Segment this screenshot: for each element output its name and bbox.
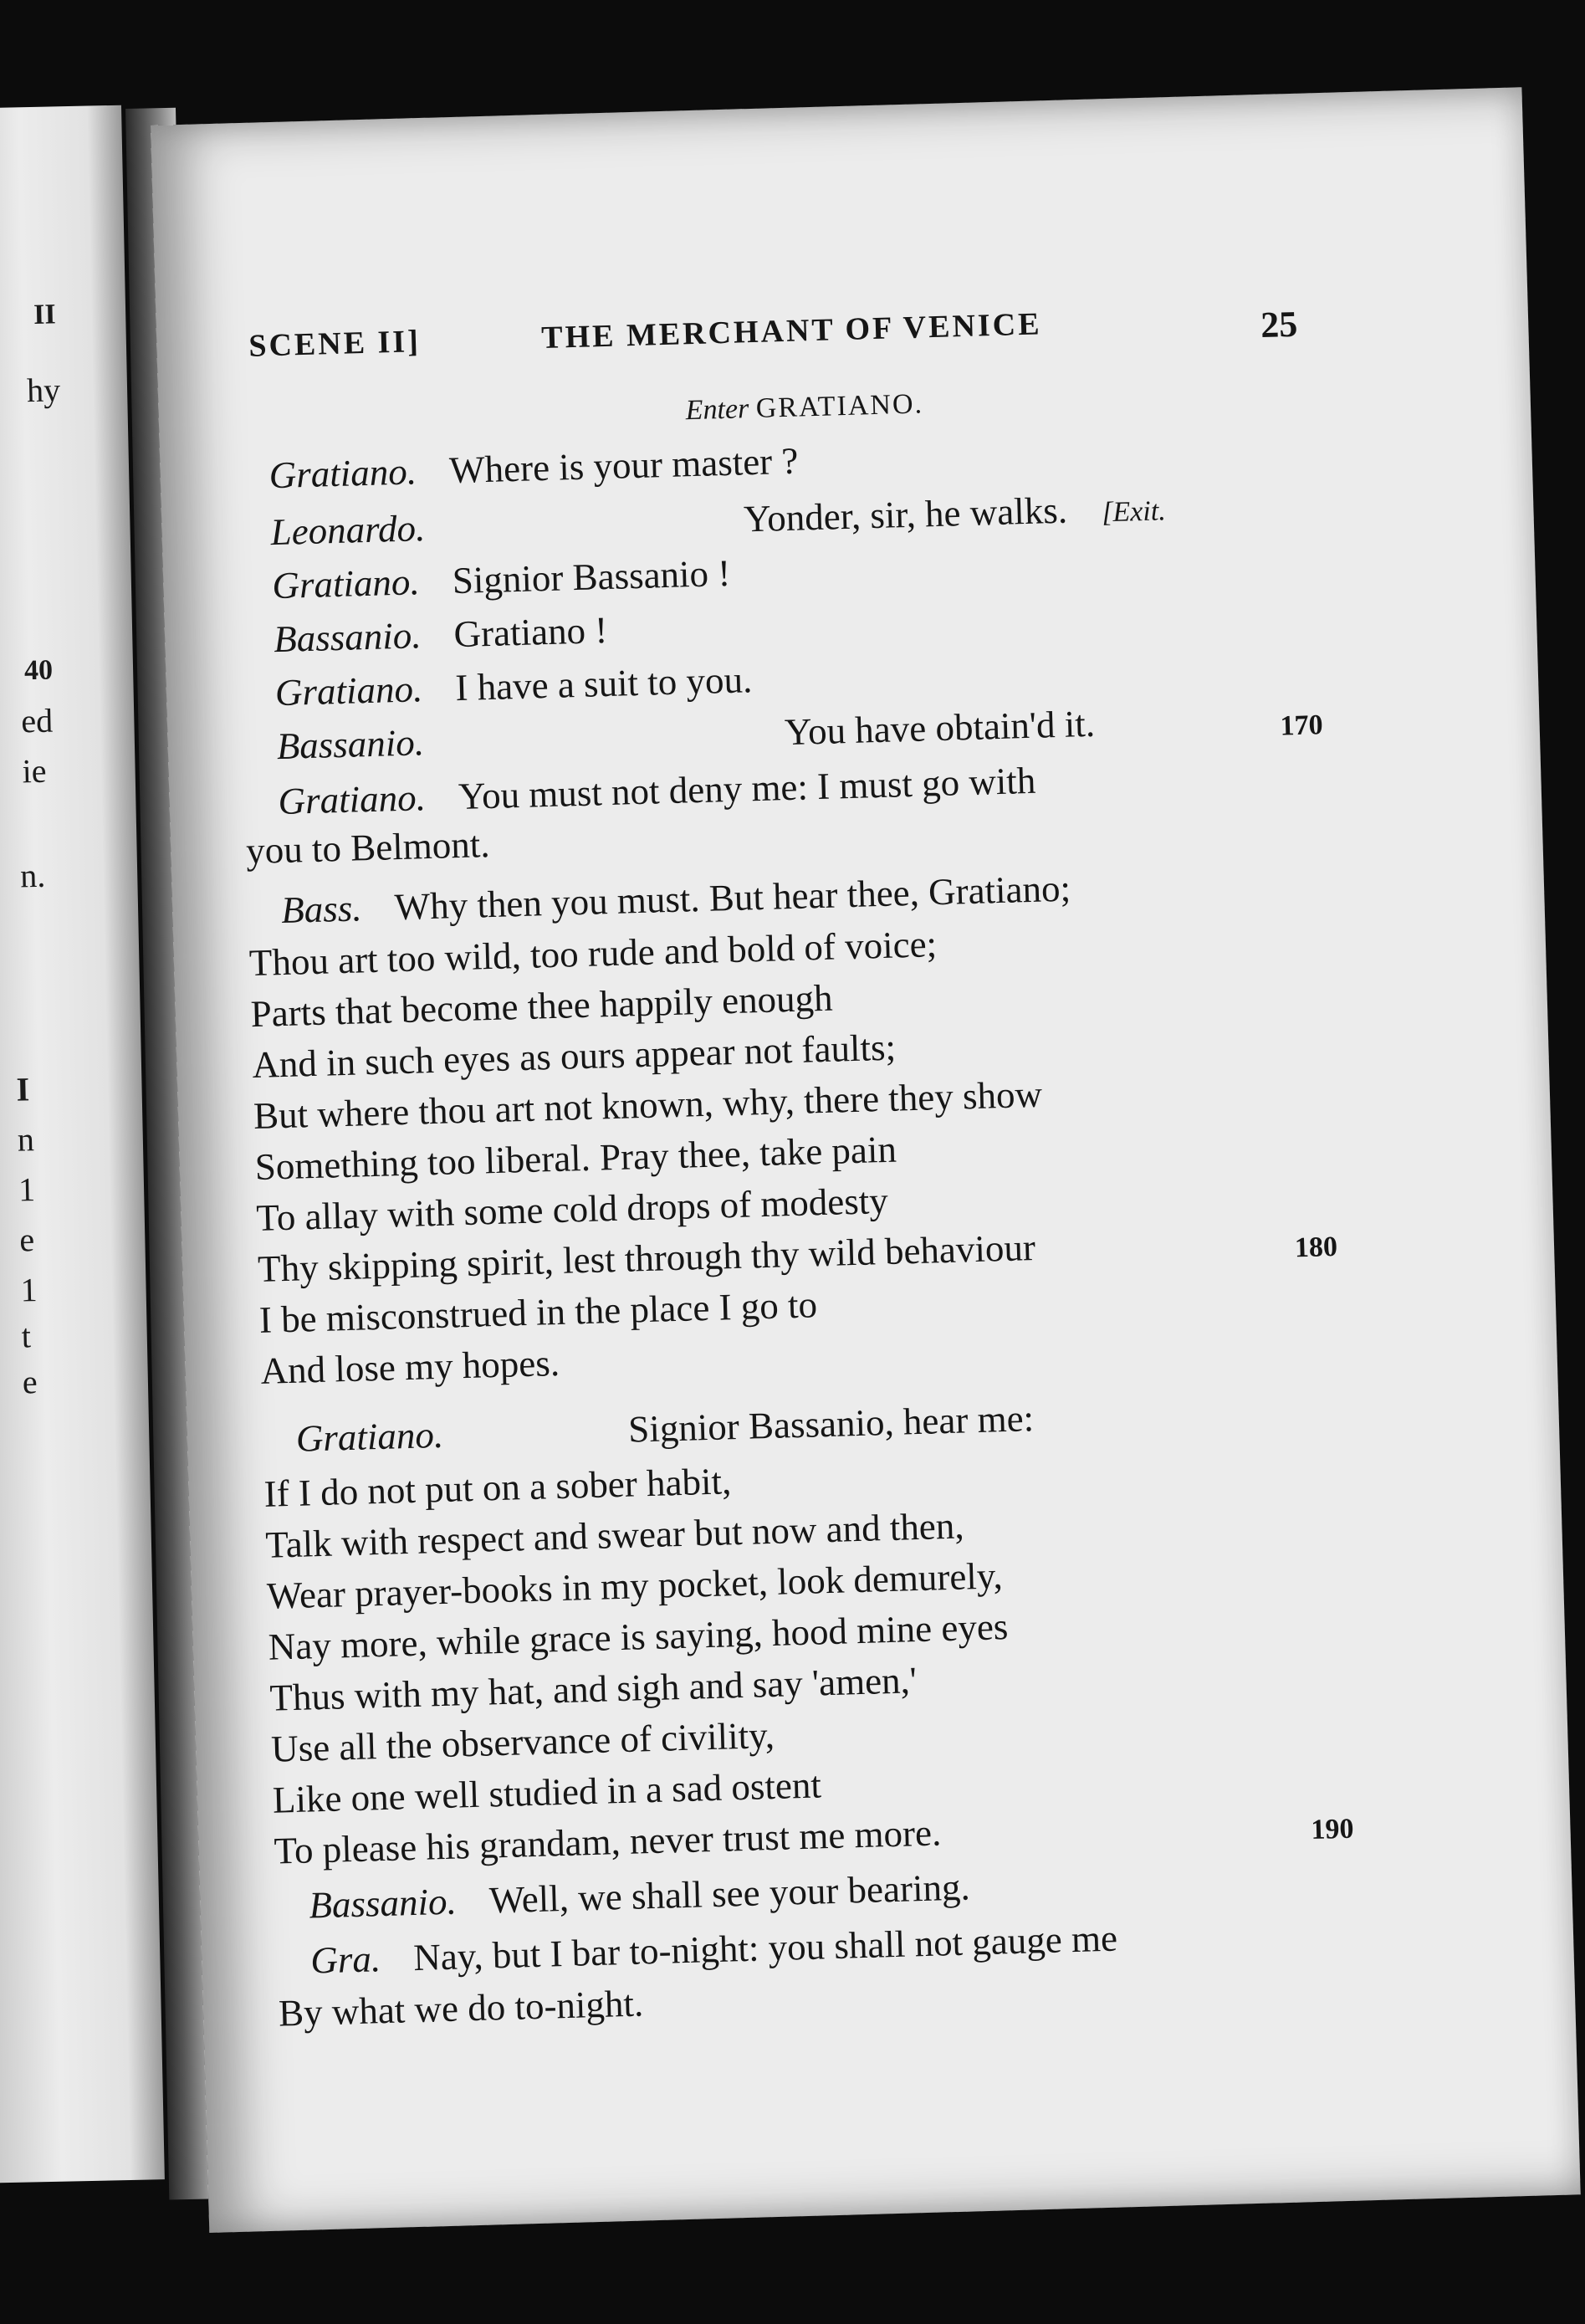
verse-line — [268, 1605, 1009, 1668]
verse-line — [257, 1226, 1036, 1290]
stage-direction-verb: Enter — [685, 393, 749, 427]
speaker-name: Gratiano. — [274, 668, 423, 714]
verse-line — [270, 1713, 775, 1770]
line-text: Signior Bassanio ! — [452, 551, 731, 602]
verse-line — [250, 976, 834, 1036]
verse-line — [254, 1128, 897, 1188]
left-page-fragment: n. — [19, 856, 46, 895]
line-number: 170 — [1280, 709, 1324, 742]
left-page-fragment: ie — [22, 751, 47, 791]
line-text: Why then you must. But hear thee, Gratiano; — [394, 867, 1071, 929]
verse-line — [251, 1026, 897, 1087]
left-page-fragment: I — [16, 1070, 30, 1108]
verse-line — [245, 823, 491, 873]
stage-direction-exit: [Exit. — [1101, 495, 1167, 529]
speaker-name: Gratiano. — [268, 450, 417, 497]
line-text: Thus with my hat, and sigh and say 'amen,' — [268, 1659, 918, 1719]
verse-line — [255, 1179, 889, 1239]
verse-line — [268, 439, 800, 497]
line-text: Well, we shall see your bearing. — [488, 1866, 971, 1922]
line-text: By what we do to-night. — [278, 1982, 644, 2035]
page-content — [151, 87, 1581, 2233]
book-page — [151, 87, 1581, 2233]
line-text: I be misconstrued in the place I go to — [258, 1283, 818, 1341]
line-text: you to Belmont. — [245, 823, 491, 873]
line-text: Use all the observance of civility, — [270, 1713, 775, 1770]
line-text: Yonder, sir, he walks. — [743, 489, 1068, 540]
verse-line — [274, 658, 753, 714]
line-text: Nay more, while grace is saying, hood mine eyes — [268, 1605, 1009, 1668]
stage-direction-enter — [685, 388, 923, 427]
line-text: Nay, but I bar to-night: you shall not gauge me — [412, 1917, 1118, 1979]
speaker-name: Gratiano. — [295, 1413, 444, 1460]
page-number: 25 — [1260, 303, 1298, 346]
speaker-name: Leonardo. — [269, 507, 426, 554]
left-page-fragment: n — [17, 1120, 35, 1159]
line-text: Like one well studied in a sad ostent — [272, 1763, 822, 1821]
line-text: I have a suit to you. — [454, 658, 753, 709]
line-text: And in such eyes as ours appear not faults; — [251, 1026, 897, 1087]
verse-line — [273, 608, 608, 661]
line-text: You must not deny me: I must go with — [458, 759, 1036, 818]
speaker-name: Gra. — [309, 1938, 381, 1982]
line-text: Parts that become thee happily enough — [250, 976, 834, 1036]
verse-line — [248, 923, 938, 985]
left-page-fragment: II — [33, 299, 57, 330]
verse-line — [308, 1866, 971, 1927]
verse-line — [269, 1661, 918, 1717]
left-page-fragment: e — [18, 1221, 35, 1259]
verse-line — [266, 1554, 1004, 1617]
speaker-name: Bassanio. — [273, 614, 422, 661]
line-text: Gratiano ! — [452, 608, 608, 656]
verse-line — [264, 1504, 965, 1566]
line-text: But where thou art not known, why, there they show — [253, 1072, 1043, 1138]
speaker-name: Gratiano. — [277, 776, 427, 823]
line-text: And lose my hopes. — [259, 1341, 560, 1392]
verse-line — [269, 489, 1167, 554]
line-text: Something too liberal. Pray thee, take pain — [254, 1128, 897, 1188]
verse-line — [253, 1072, 1043, 1138]
line-text: Where is your master ? — [448, 439, 800, 492]
left-page-fragment: t — [21, 1317, 32, 1355]
verse-line — [278, 1982, 644, 2035]
line-number: 180 — [1294, 1231, 1338, 1264]
running-header-title: THE MERCHANT OF VENICE — [540, 306, 1043, 356]
verse-line — [272, 1763, 822, 1821]
line-text: To allay with some cold drops of modesty — [255, 1179, 889, 1239]
line-text: Wear prayer-books in my pocket, look demurely, — [266, 1554, 1004, 1617]
verse-line — [309, 1917, 1118, 1982]
speaker-name: Bassanio. — [276, 721, 425, 768]
left-page-fragment: 1 — [20, 1271, 38, 1309]
running-header-scene: SCENE II] — [248, 324, 422, 364]
left-page-fragment: ed — [20, 701, 54, 740]
verse-line — [280, 867, 1071, 931]
line-text: You have obtain'd it. — [784, 702, 1096, 754]
verse-line — [259, 1341, 560, 1392]
line-number: 190 — [1310, 1813, 1354, 1846]
verse-line — [273, 1811, 942, 1872]
verse-line — [276, 702, 1096, 768]
verse-line — [263, 1462, 732, 1513]
speaker-name: Gratiano. — [271, 561, 421, 607]
verse-line — [295, 1397, 1035, 1460]
verse-line — [258, 1283, 818, 1341]
line-text: Talk with respect and swear but now and then, — [264, 1504, 965, 1566]
line-text: Signior Bassanio, hear me: — [627, 1397, 1035, 1451]
verse-line — [277, 759, 1036, 823]
line-text: Thou art too wild, too rude and bold of voice; — [248, 923, 938, 985]
left-page-fragment: e — [22, 1363, 38, 1401]
verse-line — [271, 551, 731, 607]
left-page-fragment: 40 — [23, 654, 54, 687]
speaker-name: Bass. — [280, 887, 363, 931]
line-text: If I do not put on a sober habit, — [263, 1460, 732, 1515]
speaker-name: Bassanio. — [308, 1880, 458, 1927]
left-page-fragment: hy — [26, 371, 61, 410]
stage-direction-character: GRATIANO. — [755, 388, 924, 424]
left-page-fragment: 1 — [18, 1170, 36, 1209]
line-text: Thy skipping spirit, lest through thy wild behaviour — [257, 1226, 1036, 1290]
line-text: To please his grandam, never trust me more. — [273, 1811, 942, 1872]
